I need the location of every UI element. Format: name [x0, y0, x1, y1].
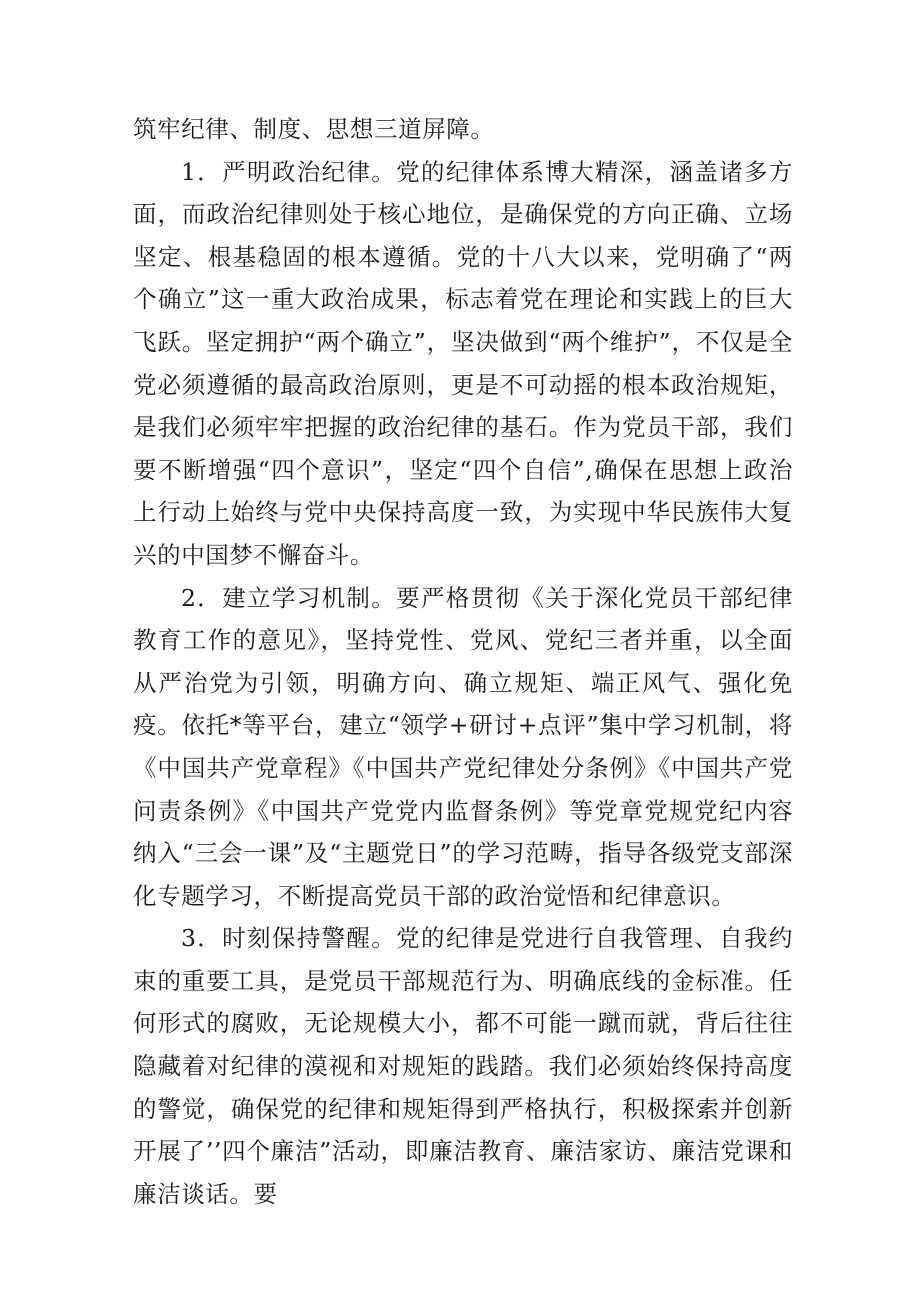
paragraph-continuation: 筑牢纪律、制度、思想三道屏障。	[133, 115, 495, 143]
paragraph-learning-mechanism: 2．建立学习机制。要严格贯彻《关于深化党员干部纪律教育工作的意见》，坚持党性、党风、党纪三者并重，以全面从严治党为引领，明确方向、确立规矩、端正风气、强化免疫。依托*等平台，建立“领学+研讨+点评”集中学习机制，将《中国共产党章程》《中国共产党纪律处分条例》《中国共产党问责条例》《中国共产党党内监督条例》等党章党规党纪内容纳入“三会一课”及“主题党日”的学习范畴，指导各级党支部深化专题学习，不断提高党员干部的政治觉悟和纪律意识。	[133, 583, 793, 910]
paragraph-political-discipline: 1．严明政治纪律。党的纪律体系博大精深，涵盖诸多方面，而政治纪律则处于核心地位，是确保党的方向正确、立场坚定、根基稳固的根本遵循。党的十八大以来，党明确了“两个确立”这一重大政治成果，标志着党在理论和实践上的巨大飞跃。坚定拥护“两个确立”，坚决做到“两个维护”，不仅是全党必须遵循的最高政治原则，更是不可动摇的根本政治规矩，是我们必须牢牢把握的政治纪律的基石。作为党员干部，我们要不断增强“四个意识”，坚定“四个自信”,确保在思想上政治上行动上始终与党中央保持高度一致，为实现中华民族伟大复兴的中国梦不懈奋斗。	[133, 157, 793, 569]
document-body	[133, 108, 793, 1215]
paragraph-stay-vigilant: 3．时刻保持警醒。党的纪律是党进行自我管理、自我约束的重要工具，是党员干部规范行为、明确底线的金标准。任何形式的腐败，无论规模大小，都不可能一蹴而就，背后往往隐藏着对纪律的漠视和对规矩的践踏。我们必须始终保持高度的警觉，确保党的纪律和规矩得到严格执行，积极探索并创新开展了’’四个廉洁”活动，即廉洁教育、廉洁家访、廉洁党课和廉洁谈话。要	[133, 924, 793, 1208]
